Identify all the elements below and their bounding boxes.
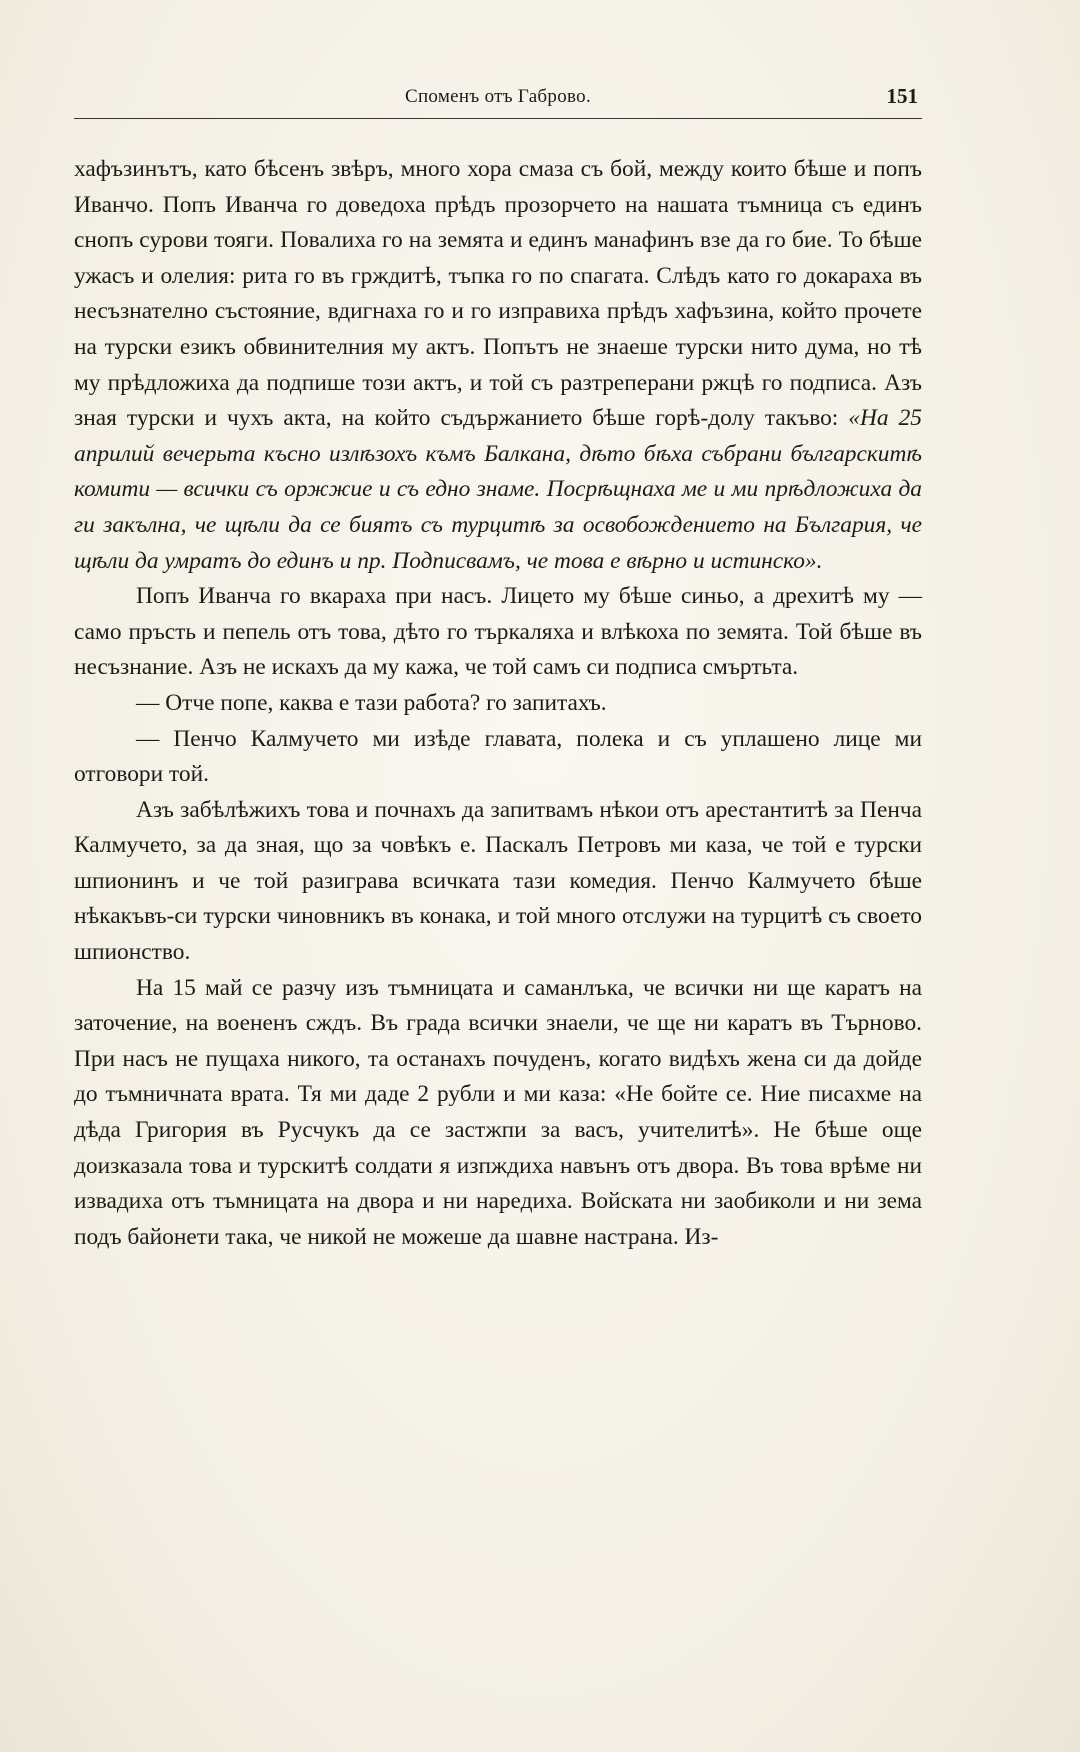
paragraph-1-text: хафъзинътъ, като бѣсенъ звѣръ, много хора смаза съ бой, между които бѣше и попъ Иванчо. Попъ Иванча го доведоха прѣдъ прозорчето на нашата тъмница съ единъ снопъ сурови тояги. Повалиха го на земята и единъ манафинъ взе да го бие. То бѣше ужасъ и олелия: рита го въ грждитѣ, тъпка го по спагата. Слѣдъ като го докараха въ несъзнателно състояние, вдигнаха го и го изправиха прѣдъ хафъзина, който прочете на турски езикъ обвинителния му актъ. Попътъ не знаеше турски нито дума, но тѣ му прѣдложиха да подпише този актъ, и той съ разтреперани ржцѣ го подписа. Азъ зная турски и чухъ акта, на който съдържанието бѣше горѣ-долу такъво: [74, 156, 922, 432]
dialogue-line-2: — Пенчо Калмучето ми изѣде главата, полека и съ уплашено лице ми отговори той. [74, 725, 922, 788]
paragraph-1 [74, 152, 922, 579]
paragraph-3: Азъ забѣлѣжихъ това и почнахъ да запитвамъ нѣкои отъ арестантитѣ за Пенча Калмучето, за да зная, що за човѣкъ е. Паскалъ Петровъ ми каза, че той е турски шпионинъ и че той разиграва всичката тази комедия. Пенчо Калмучето бѣше нѣкакъвъ-си турски чиновникъ въ конака, и той много отслужи на турцитѣ съ своето шпионство. [74, 796, 922, 966]
page-number: 151 [886, 84, 918, 108]
dialogue-line-1: — Отче попе, каква е тази работа? го запитахъ. [136, 689, 607, 716]
body-text [74, 152, 922, 1255]
paragraph-2: Попъ Иванча го вкараха при насъ. Лицето му бѣше синьо, а дрехитѣ му — само пръсть и пепель отъ това, дѣто го търкаляха и влѣкоха по земята. Той бѣше въ несъзнание. Азъ не искахъ да му кажа, че той самъ си подписа смъртьта. [74, 583, 922, 681]
page-header [74, 84, 922, 119]
indictment-quote: «На 25 априлий вечерьта късно излѣзохъ къмъ Балкана, дѣто бѣха събрани българскитѣ комити — всички съ оржжие и съ едно знаме. Посрѣщнаха ме и ми прѣдложиха да ги закълна, че щѣли да се биятъ съ турцитѣ за освобождението на България, че щѣли да умратъ до единъ и пр. Подписвамъ, че това е вѣрно и истинско». [74, 405, 922, 574]
running-title: Споменъ отъ Габрово. [404, 86, 591, 107]
paragraph-4: На 15 май се разчу изъ тъмницата и саманлъка, че всички ни ще каратъ на заточение, на воененъ сждъ. Въ града всички знаели, че ще ни каратъ въ Търново. При насъ не пущаха никого, та останахъ почуденъ, когато видѣхъ жена си да дойде до тъмничната врата. Тя ми даде 2 рубли и ми каза: «Не бойте се. Ние писахме на дѣда Григория въ Русчукъ да се застжпи за васъ, учителитѣ». Не бѣше още доизказала това и турскитѣ солдати я изпждиха навънъ отъ двора. Въ това врѣме ни извадиха отъ тъмницата на двора и ни наредиха. Войската ни заобиколи и ни зема подъ байонети така, че никой не можеше да шавне настрана. Из- [74, 974, 922, 1250]
